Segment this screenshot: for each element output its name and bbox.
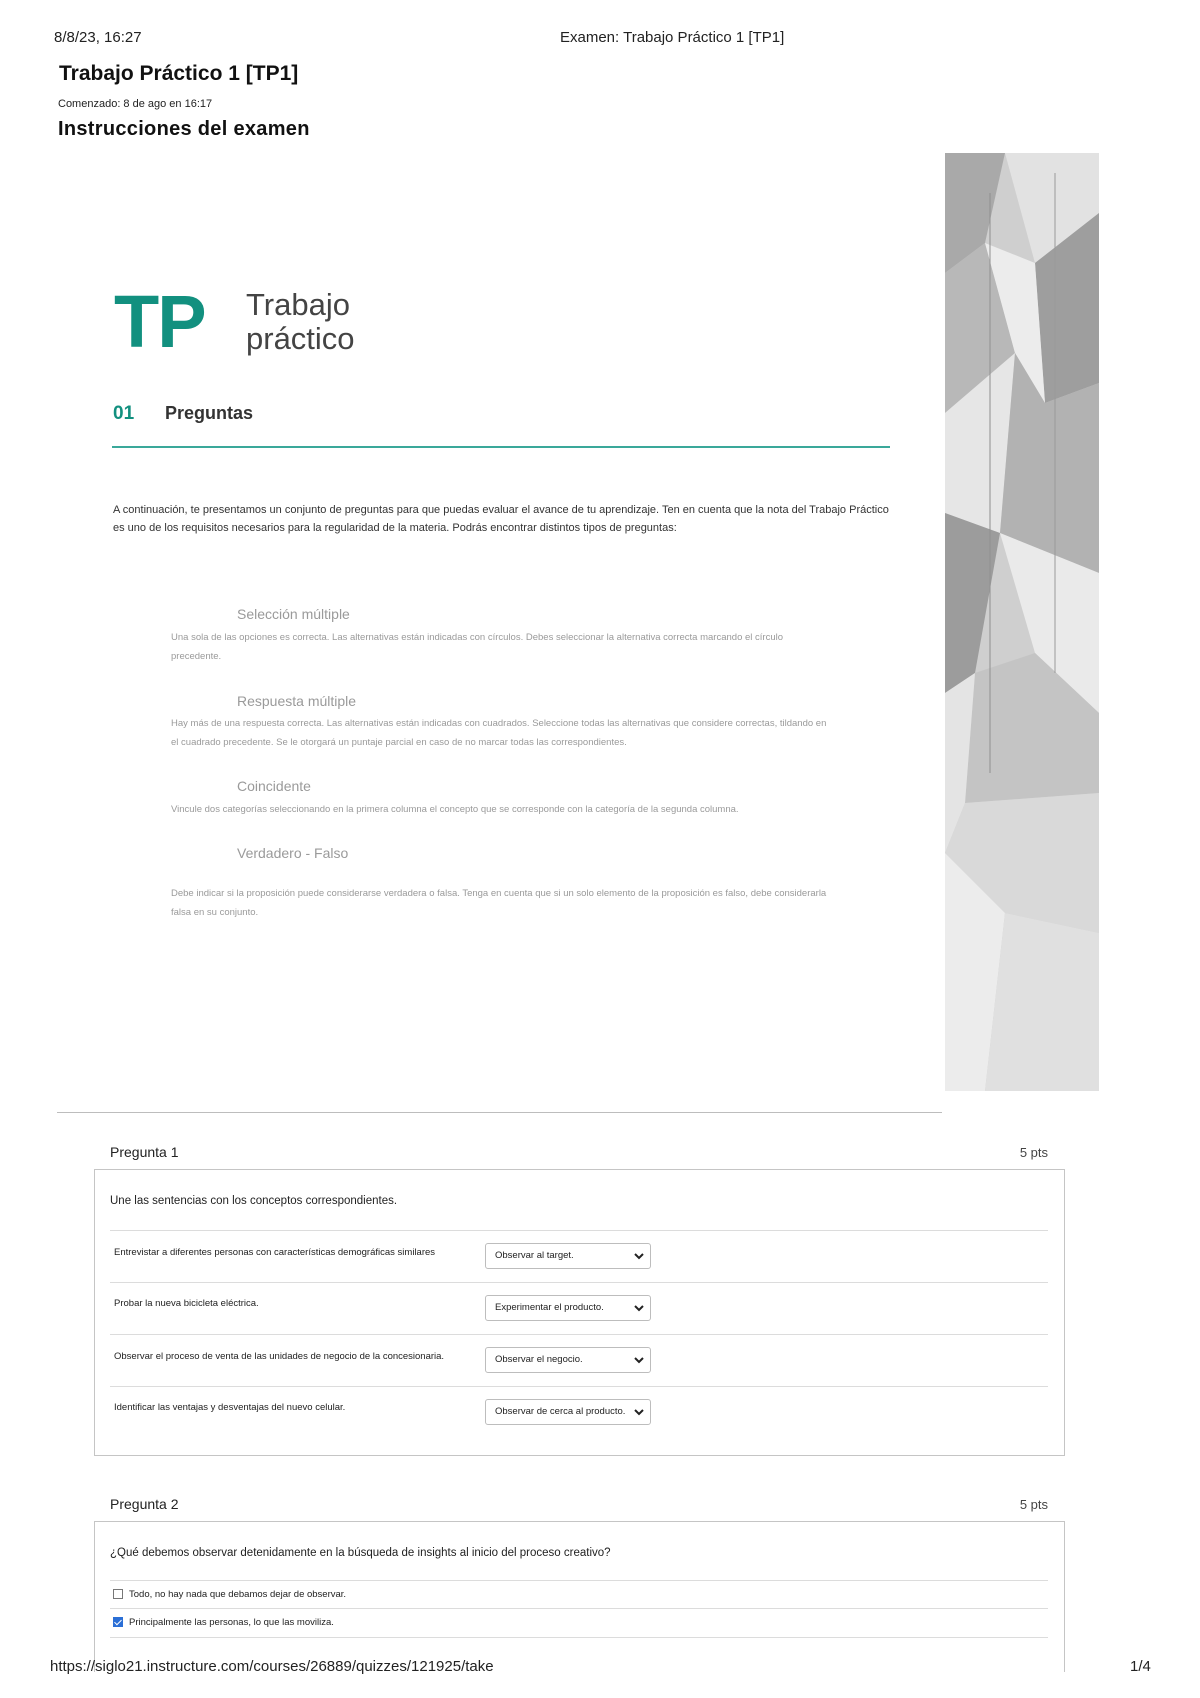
qtype-desc-multiple-answer: Hay más de una respuesta correcta. Las alternativas están indicadas con cuadrados. Seleccione todas las alternativas que considere correctas, tildando en el cuadrado precedente. Se le otorgará un puntaje parcial en caso de no marcar todas las correspondientes. (171, 718, 827, 748)
match-select-3-value: Observar el negocio. (495, 1354, 583, 1365)
question-2-prompt: ¿Qué debemos observar detenidamente en la búsqueda de insights al inicio del proceso creativo? (110, 1547, 611, 1559)
checkbox-checked-icon[interactable] (113, 1617, 123, 1627)
print-page-title: Examen: Trabajo Práctico 1 [TP1] (560, 29, 785, 46)
row-divider (110, 1282, 1048, 1283)
match-statement-1: Entrevistar a diferentes personas con características demográficas similares (114, 1247, 436, 1258)
row-divider (110, 1230, 1048, 1231)
qtype-desc-multiple-choice: Una sola de las opciones es correcta. Las alternativas están indicadas con círculos. Debes seleccionar la alternativa correcta marcando el círculo precedente. (171, 632, 784, 662)
row-divider (110, 1334, 1048, 1335)
section-name: Preguntas (165, 403, 254, 423)
option-1-label: Todo, no hay nada que debamos dejar de observar. (129, 1589, 347, 1600)
print-footer-url: https://siglo21.instructure.com/courses/26889/quizzes/121925/take (50, 1658, 494, 1675)
qtype-title-true-false: Verdadero - Falso (237, 845, 349, 861)
tp-logo-word-practico: práctico (246, 321, 355, 356)
qtype-title-multiple-choice: Selección múltiple (237, 606, 350, 622)
quiz-title: Trabajo Práctico 1 [TP1] (59, 62, 299, 85)
question-1-points: 5 pts (1019, 1145, 1048, 1160)
instructions-heading: Instrucciones del examen (58, 118, 310, 140)
qtype-desc-true-false: Debe indicar si la proposición puede considerarse verdadera o falsa. Tenga en cuenta que si un solo elemento de la proposición es falso, debe considerarla falsa en su conjunto. (171, 888, 827, 918)
instructions-divider (57, 1112, 942, 1113)
print-date: 8/8/23, 16:27 (54, 29, 142, 46)
match-statement-3: Observar el proceso de venta de las unidades de negocio de la concesionaria. (114, 1351, 445, 1362)
chevron-down-icon (634, 1303, 644, 1313)
section-number: 01 (113, 403, 135, 424)
match-select-1-value: Observar al target. (495, 1250, 574, 1261)
row-divider (110, 1608, 1048, 1609)
match-select-1[interactable] (485, 1243, 651, 1269)
qtype-desc-matching: Vincule dos categorías seleccionando en la primera columna el concepto que se corresponde con la categoría de la segunda columna. (171, 804, 739, 815)
match-statement-2: Probar la nueva bicicleta eléctrica. (114, 1298, 259, 1309)
row-divider (110, 1386, 1048, 1387)
tp-logo-letters: TP (114, 280, 205, 363)
option-checkbox-2[interactable] (113, 1617, 334, 1628)
question-2-label: Pregunta 2 (110, 1496, 179, 1512)
row-divider (110, 1637, 1048, 1638)
section-divider (112, 446, 890, 448)
chevron-down-icon (634, 1251, 644, 1261)
qtype-title-matching: Coincidente (237, 778, 311, 794)
print-page-number: 1/4 (1130, 1658, 1151, 1675)
question-1-prompt: Une las sentencias con los conceptos correspondientes. (110, 1195, 398, 1207)
match-select-3[interactable] (485, 1347, 651, 1373)
match-select-2-value: Experimentar el producto. (495, 1302, 604, 1313)
chevron-down-icon (634, 1355, 644, 1365)
match-select-2[interactable] (485, 1295, 651, 1321)
question-1-label: Pregunta 1 (110, 1144, 179, 1160)
question-2-points: 5 pts (1019, 1497, 1048, 1512)
tp-logo-word-trabajo: Trabajo (246, 287, 350, 322)
qtype-title-multiple-answer: Respuesta múltiple (237, 693, 357, 709)
started-timestamp: Comenzado: 8 de ago en 16:17 (58, 98, 213, 110)
option-2-label: Principalmente las personas, lo que las moviliza. (129, 1617, 334, 1628)
row-divider (110, 1580, 1048, 1581)
decorative-banner-image (945, 153, 1099, 1091)
checkbox-unchecked-icon[interactable] (113, 1589, 123, 1599)
match-select-4[interactable] (485, 1399, 651, 1425)
chevron-down-icon (634, 1407, 644, 1417)
match-select-4-value: Observar de cerca al producto. (495, 1406, 626, 1417)
match-statement-4: Identificar las ventajas y desventajas del nuevo celular. (114, 1402, 346, 1413)
option-checkbox-1[interactable] (113, 1589, 346, 1600)
instructions-intro: A continuación, te presentamos un conjunto de preguntas para que puedas evaluar el avance de tu aprendizaje. Ten en cuenta que la nota del Trabajo Práctico es uno de los requisitos necesarios para la regularidad de la materia. Podrás encontrar distintos tipos de preguntas: (113, 504, 889, 534)
